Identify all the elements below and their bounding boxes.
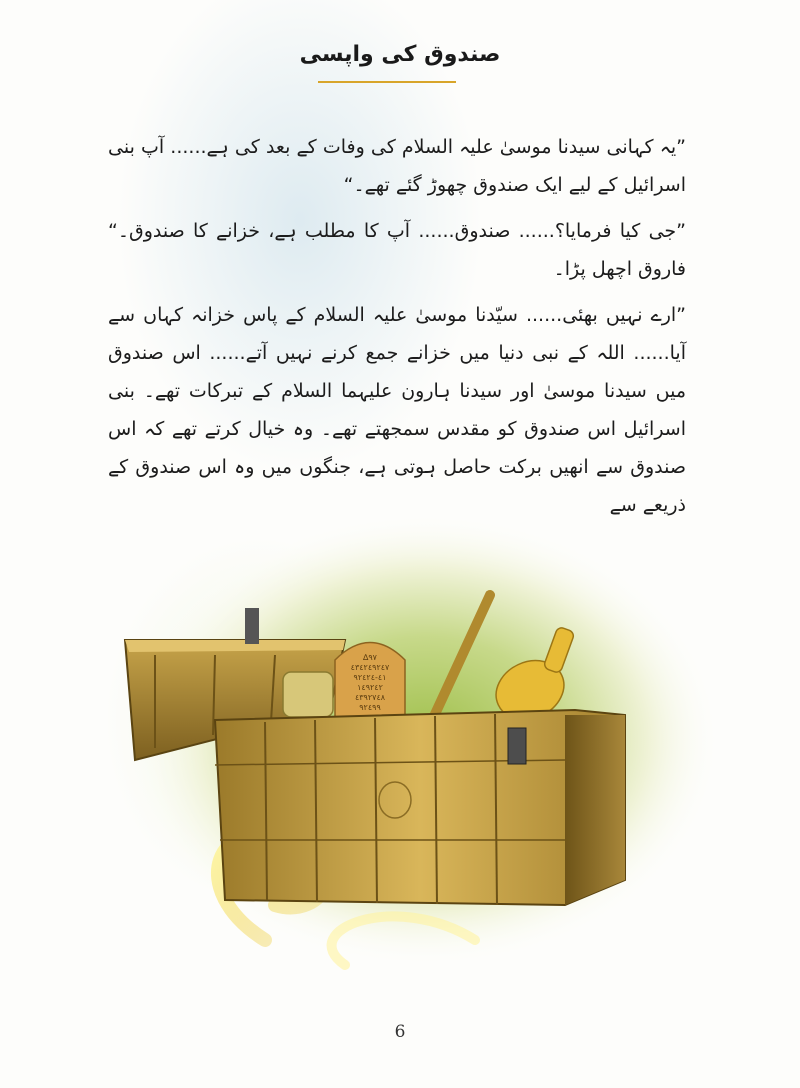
paragraph-1: ”یہ کہانی سیدنا موسیٰ علیہ السلام کی وفات کے بعد کی ہے...... آپ بنی اسرائیل کے لیے ایک صندوق چھوڑ گئے تھے۔“	[108, 136, 686, 196]
tablet-line: ∆۹۷	[363, 653, 377, 662]
tablet-line: ٤١-٩٢٤٢٤	[353, 673, 387, 682]
tablet-line: ٩٢٤٩٩	[359, 703, 381, 712]
title-underline	[318, 81, 456, 83]
page-number: 6	[394, 1022, 406, 1042]
tablet-line: ٤٣٩٢٧٤٨	[354, 693, 386, 702]
treasure-chest-illustration	[95, 510, 735, 970]
story-text	[108, 128, 686, 532]
paragraph-2: ”جی کیا فرمایا؟...... صندوق...... آپ کا مطلب ہے، خزانے کا صندوق۔“ فاروق اچھل پڑا۔	[108, 220, 686, 280]
jar	[283, 672, 333, 717]
chest-lock	[508, 728, 526, 764]
tablet-line: ١٤٩٢٤٢	[357, 683, 383, 692]
page-title: صندوق کی واپسی	[299, 42, 501, 67]
chest-box	[215, 710, 625, 905]
stone-tablet	[335, 643, 405, 721]
tablet-line: ٤٣٤٢٤٩٢٤٧	[350, 663, 390, 672]
lid-handle	[245, 608, 259, 644]
paragraph-3: ”ارے نہیں بھئی...... سیّدنا موسیٰ علیہ السلام کے پاس خزانہ کہاں سے آیا...... اللہ کے نبی دنیا میں خزانے جمع کرنے نہیں آتے...... اس صندوق میں سیدنا موسیٰ اور سیدنا ہارون علیہما السلام کے تبرکات تھے۔ بنی اسرائیل اس صندوق کو مقدس سمجھتے تھے۔ وہ خیال کرتے تھے کہ اس صندوق سے انھیں برکت حاصل ہوتی ہے، جنگوں میں وہ اس صندوق کے ذریعے سے	[108, 304, 686, 516]
